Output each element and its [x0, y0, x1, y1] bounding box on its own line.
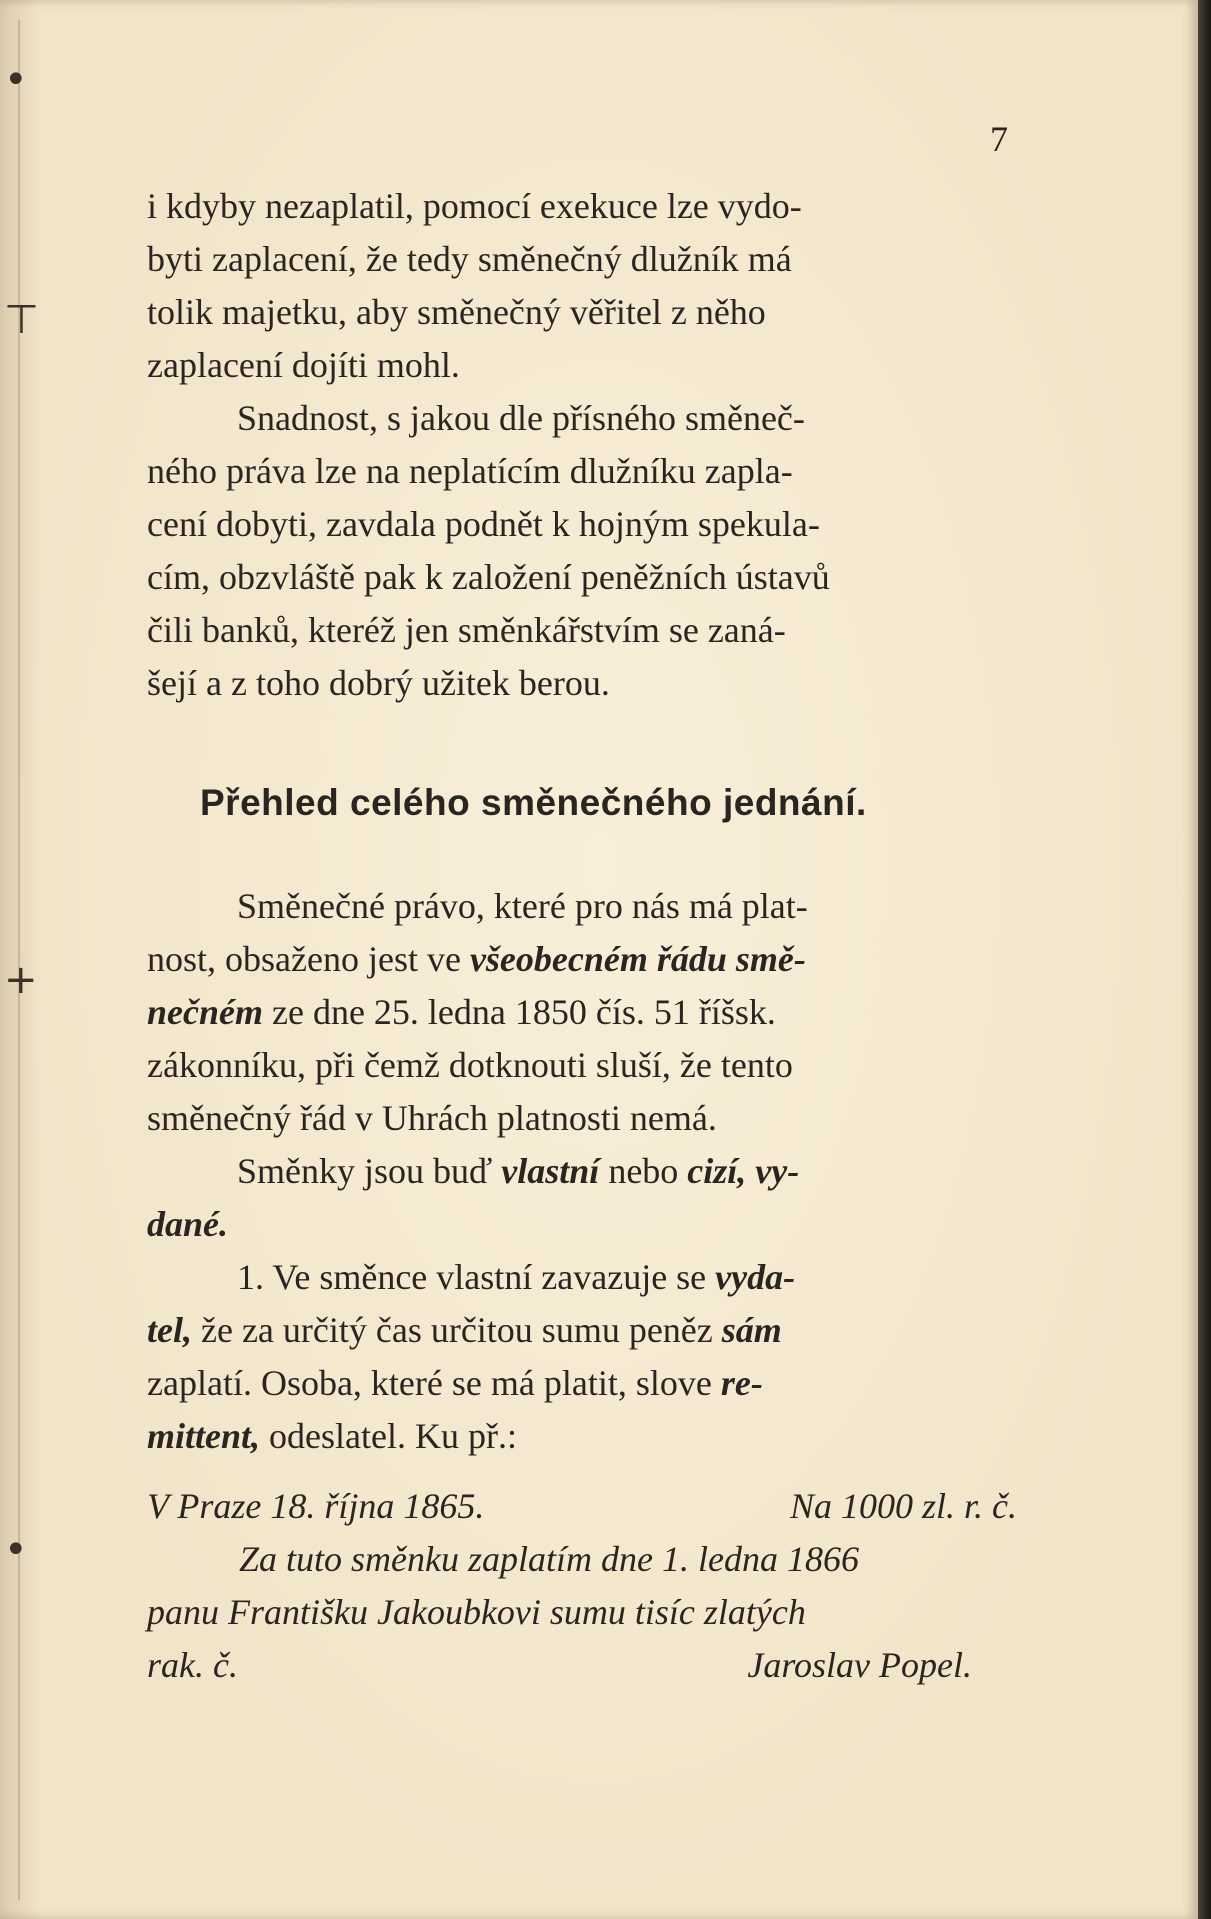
emphasis: vyda- [715, 1257, 796, 1297]
example-line: panu Františku Jakoubkovi sumu tisíc zlatých [147, 1592, 806, 1632]
text-line [147, 1198, 1017, 1251]
emphasis: re- [720, 1363, 763, 1403]
emphasis: dané. [147, 1204, 228, 1244]
section-heading: Přehled celého směnečného jednání. [200, 782, 867, 823]
emphasis: sám [721, 1310, 782, 1350]
text-line [147, 1357, 1017, 1410]
bill-of-exchange-example [147, 1480, 1017, 1692]
paragraph-4 [147, 1145, 1017, 1251]
paragraph-3 [147, 880, 1017, 1145]
emphasis: vlastní [501, 1151, 600, 1191]
text-line: Snadnost, s jakou dle přísného směneč- [237, 398, 805, 438]
example-signature: Jaroslav Popel. [747, 1645, 972, 1685]
text-line: ného práva lze na neplatícím dlužníku zapla- [147, 451, 793, 491]
text-line: směnečný řád v Uhrách platnosti nemá. [147, 1098, 717, 1138]
text-span: ze dne 25. ledna 1850 čís. 51 říšsk. [262, 992, 776, 1032]
text-line: byti zaplacení, že tedy směnečný dlužník má [147, 239, 792, 279]
text-span: nost, obsaženo jest ve [147, 939, 470, 979]
text-line [147, 1145, 1017, 1198]
example-header-row [147, 1480, 1017, 1533]
paragraph-5 [147, 1251, 1017, 1463]
text-span: 1. Ve směnce vlastní zavazuje se [237, 1257, 716, 1297]
text-line: cení dobyti, zavdala podnět k hojným spekula- [147, 504, 820, 544]
text-line [147, 1251, 1017, 1304]
text-span: že za určitý čas určitou sumu peněz [191, 1310, 722, 1350]
example-footer-row [147, 1639, 1017, 1692]
text-line [147, 986, 1017, 1039]
paragraph-1 [147, 180, 1017, 392]
example-amount: Na 1000 zl. r. č. [789, 1486, 1017, 1526]
text-line: zákonníku, při čemž dotknouti sluší, že tento [147, 1045, 793, 1085]
text-span: odeslatel. Ku př.: [260, 1416, 517, 1456]
emphasis: cizí, vy- [687, 1151, 800, 1191]
text-line [147, 1410, 1017, 1463]
example-line: Za tuto směnku zaplatím dne 1. ledna 1866 [239, 1539, 859, 1579]
text-line [147, 1304, 1017, 1357]
text-line: Směnečné právo, které pro nás má plat- [237, 886, 808, 926]
text-span: Směnky jsou buď [237, 1151, 502, 1191]
text-line: čili banků, kteréž jen směnkářstvím se zaná- [147, 610, 786, 650]
text-line: šejí a z toho dobrý užitek berou. [147, 663, 610, 703]
margin-mark-dot-icon: • [4, 1527, 28, 1573]
margin-mark-dot-icon: • [4, 57, 28, 103]
text-line [147, 933, 1017, 986]
text-line: zaplacení dojíti mohl. [147, 345, 460, 385]
emphasis: nečném [147, 992, 263, 1032]
text-span: nebo [599, 1151, 688, 1191]
example-line: rak. č. [147, 1645, 238, 1685]
text-span: zaplatí. Osoba, které se má platit, slove [147, 1363, 721, 1403]
text-line: tolik majetku, aby směnečný věřitel z něho [147, 292, 766, 332]
text-line: i kdyby nezaplatil, pomocí exekuce lze vydo- [147, 186, 802, 226]
page-edge [1198, 0, 1211, 1919]
page-number: 7 [990, 119, 1008, 159]
example-place-date: V Praze 18. října 1865. [147, 1486, 485, 1526]
paragraph-2 [147, 392, 1017, 710]
text-line: cím, obzvláště pak k založení peněžních ústavů [147, 557, 830, 597]
emphasis: všeobecném řádu smě- [469, 939, 806, 979]
margin-mark-tee-icon: ⊤ [4, 297, 39, 343]
margin-mark-cross-icon: + [4, 957, 38, 1003]
emphasis: mittent, [147, 1416, 261, 1456]
emphasis: tel, [147, 1310, 192, 1350]
